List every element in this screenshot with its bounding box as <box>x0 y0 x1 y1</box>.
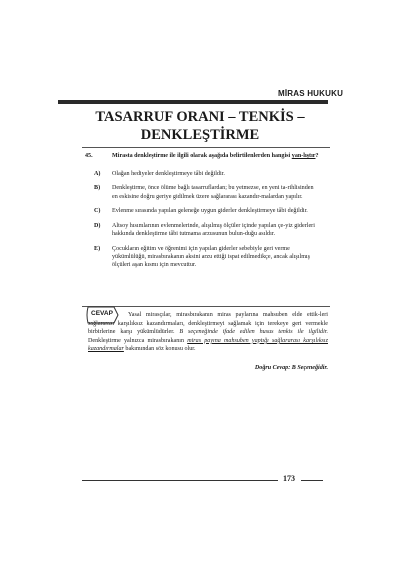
page-number: 173 <box>283 474 295 483</box>
answer-body <box>88 311 328 354</box>
option-letter: B) <box>94 185 101 192</box>
option-e <box>94 245 317 270</box>
answer-part-5: bakımından söz konusu olur. <box>125 346 196 353</box>
option-text: Denkleştirme, önce ölüme bağlı tasarruflardan; bu yetmezse, en yeni ta-rihlisinden en eskisine doğru geriye gidilmek üzere sağlararası kazandır-malardan yapılır. <box>112 185 314 200</box>
question-stem-underlined: yan-lıştır <box>291 153 316 159</box>
correct-answer: Doğru Cevap: B Seçeneğidir. <box>254 365 328 371</box>
question-stem <box>112 152 330 161</box>
option-text: Altsoy hısımlarının evlenmelerinde, alışılmış ölçüler içinde yapılan çe-yiz giderleri hakkında denkleştirme tâbi tutmama arzusunun bulun-duğu asıldır. <box>112 222 315 238</box>
answer-part-4: miras payına mahsuben yaptığı sağlararası karşılıksız kazandırmalar <box>88 337 328 353</box>
option-c <box>94 207 317 215</box>
option-text: Evlenme sırasında yapılan geleneğe uygun giderler denkleştirmeye tâbi değildir. <box>112 208 308 215</box>
option-letter: A) <box>94 171 101 177</box>
options-list <box>94 170 317 276</box>
title-line-2: DENKLEŞTİRME <box>140 127 260 143</box>
question-number: 45. <box>85 153 93 159</box>
title-line-1: TASARRUF ORANI – TENKİS – <box>95 109 305 125</box>
answer-part-1: Yasal mirasçılar, mirasbırakanın miras paylarına mahsuben elde ettik-leri sağlararası karşılıksız kazandırmaları, denkleştirmeyi sağlamak için terekeye geri vermekle birbirlerine karşı yükümlüdürler. <box>88 312 328 336</box>
header-rule <box>58 100 328 104</box>
question-divider <box>82 147 330 148</box>
answer-part-2: B seçeneğinde ifade edilen husus tenkis ile ilgilidir. <box>179 329 328 336</box>
option-a <box>94 170 317 178</box>
footer-rule-right <box>301 480 323 481</box>
question-stem-end: ? <box>315 153 319 159</box>
page-title <box>60 108 340 144</box>
footer-rule-left <box>82 480 278 481</box>
option-letter: D) <box>94 222 101 229</box>
option-text: Olağan hediyeler denkleştirmeye tâbi değildir. <box>112 171 225 177</box>
option-letter: E) <box>94 245 101 252</box>
section-header: MİRAS HUKUKU <box>278 89 344 98</box>
option-d <box>94 222 317 239</box>
option-text: Çocukların eğitim ve öğrenimi için yapılan giderler sebebiyle geri verme yükümlülüğü, mirasbırakanın aksini arzu ettiği ispat edilmedikçe, ancak alışılmış ölçüleri aşan kısmı için mevcuttur. <box>112 245 310 269</box>
option-b <box>94 184 317 201</box>
question <box>85 152 330 161</box>
answer-part-3: Denkleştirme yalnızca mirasbırakanın <box>88 337 185 344</box>
option-letter: C) <box>94 208 101 215</box>
question-stem-text: Mirasta denkleştirme ile ilgili olarak aşağıda belirtilenlerden hangisi <box>112 153 291 159</box>
answer-badge-label: CEVAP <box>91 310 113 317</box>
